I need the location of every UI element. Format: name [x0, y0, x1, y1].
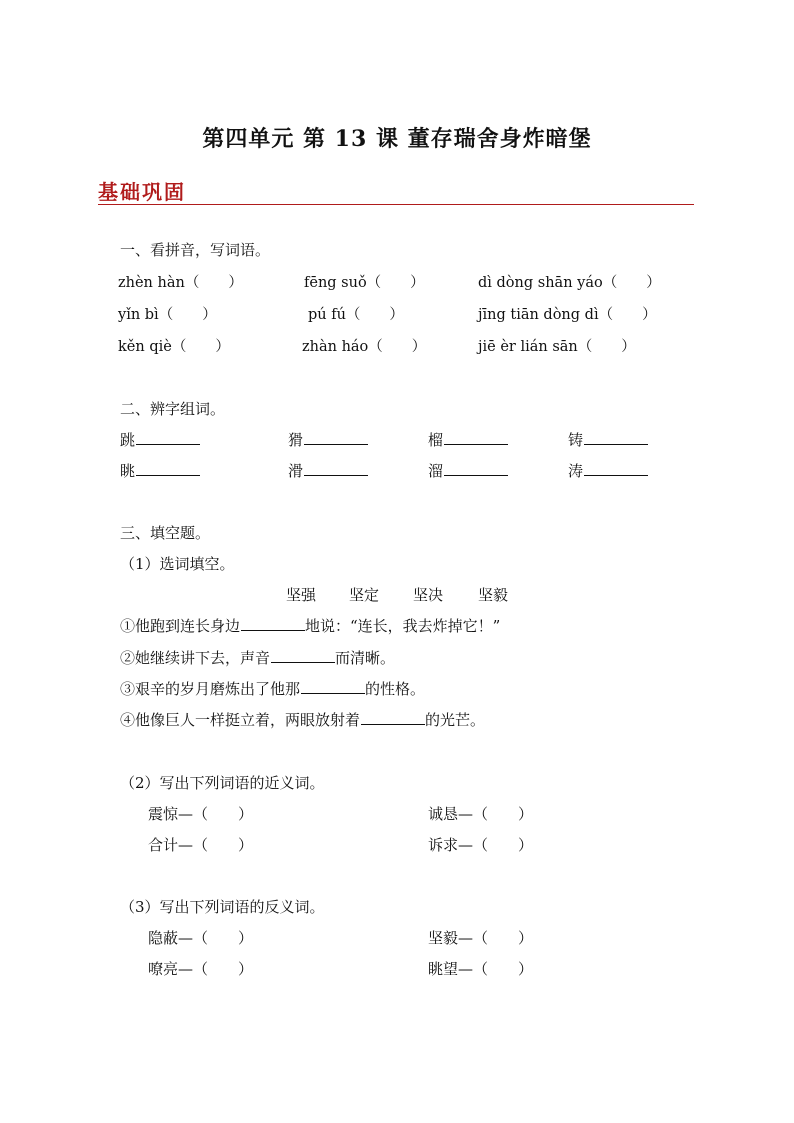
pinyin-item: kěn qiè（ ）	[118, 339, 230, 355]
q2-heading: 二、辨字组词。	[120, 400, 226, 418]
fill-sentence	[120, 647, 395, 668]
pinyin-item: dì dòng shān yáo（ ）	[478, 275, 661, 291]
synonym-item: 诚恳—（ ）	[428, 805, 534, 823]
sentence-end: 的光芒。	[425, 711, 486, 729]
fill-sentence	[120, 678, 425, 699]
answer-blank[interactable]	[304, 430, 368, 445]
char: 跳	[120, 431, 136, 449]
sentence-start: ②她继续讲下去，声音	[120, 649, 271, 667]
word-group-item	[568, 429, 648, 450]
answer-blank[interactable]	[271, 648, 335, 663]
synonym-item: 震惊—（ ）	[148, 805, 254, 823]
antonym-item: 隐蔽—（ ）	[148, 929, 254, 947]
char: 榴	[428, 431, 444, 449]
section-heading: 基础巩固	[98, 180, 186, 204]
sentence-start: ①他跑到连长身边	[120, 617, 241, 635]
sentence-start: ④他像巨人一样挺立着，两眼放射着	[120, 711, 361, 729]
antonym-item: 眺望—（ ）	[428, 960, 534, 978]
char: 溜	[428, 462, 444, 480]
q3-heading: 三、填空题。	[120, 524, 211, 542]
q3-sub1-heading: （1）选词填空。	[120, 555, 235, 573]
answer-blank[interactable]	[361, 710, 425, 725]
sentence-start: ③艰辛的岁月磨炼出了他那	[120, 680, 301, 698]
answer-blank[interactable]	[304, 461, 368, 476]
fill-sentence	[120, 615, 500, 636]
synonym-item: 合计—（ ）	[148, 836, 254, 854]
answer-blank[interactable]	[136, 461, 200, 476]
word-group-item	[568, 460, 648, 481]
word-group-item	[288, 460, 368, 481]
word-group-item	[428, 429, 508, 450]
word-group-item	[288, 429, 368, 450]
pinyin-item: yǐn bì（ ）	[118, 307, 217, 323]
pinyin-item: fēng suǒ（ ）	[304, 275, 425, 291]
fill-sentence	[120, 709, 485, 730]
word-group-item	[120, 460, 200, 481]
answer-blank[interactable]	[136, 430, 200, 445]
section-divider	[98, 204, 694, 205]
sentence-end: 的性格。	[365, 680, 426, 698]
sentence-end: 而清晰。	[335, 649, 396, 667]
char: 眺	[120, 462, 136, 480]
word-option: 坚毅	[478, 586, 509, 604]
char: 铸	[568, 431, 584, 449]
synonym-item: 诉求—（ ）	[428, 836, 534, 854]
answer-blank[interactable]	[444, 430, 508, 445]
antonym-item: 嘹亮—（ ）	[148, 960, 254, 978]
page-title: 第四单元 第 13 课 董存瑞舍身炸暗堡	[202, 126, 592, 152]
pinyin-item: zhàn háo（ ）	[302, 339, 427, 355]
char: 猾	[288, 431, 304, 449]
word-option: 坚决	[413, 586, 444, 604]
word-group-item	[428, 460, 508, 481]
pinyin-item: jīng tiān dòng dì（ ）	[478, 307, 657, 323]
q1-heading: 一、看拼音，写词语。	[120, 241, 271, 259]
q3-sub3-heading: （3）写出下列词语的反义词。	[120, 898, 325, 916]
pinyin-item: jiē èr lián sān（ ）	[478, 339, 636, 355]
answer-blank[interactable]	[444, 461, 508, 476]
answer-blank[interactable]	[241, 616, 305, 631]
pinyin-item: pú fú（ ）	[308, 307, 404, 323]
pinyin-item: zhèn hàn（ ）	[118, 275, 243, 291]
q3-sub2-heading: （2）写出下列词语的近义词。	[120, 774, 325, 792]
word-group-item	[120, 429, 200, 450]
char: 滑	[288, 462, 304, 480]
word-option: 坚强	[286, 586, 317, 604]
antonym-item: 坚毅—（ ）	[428, 929, 534, 947]
answer-blank[interactable]	[301, 679, 365, 694]
answer-blank[interactable]	[584, 430, 648, 445]
word-option: 坚定	[349, 586, 380, 604]
sentence-end: 地说：“连长，我去炸掉它！”	[305, 617, 501, 635]
answer-blank[interactable]	[584, 461, 648, 476]
char: 涛	[568, 462, 584, 480]
